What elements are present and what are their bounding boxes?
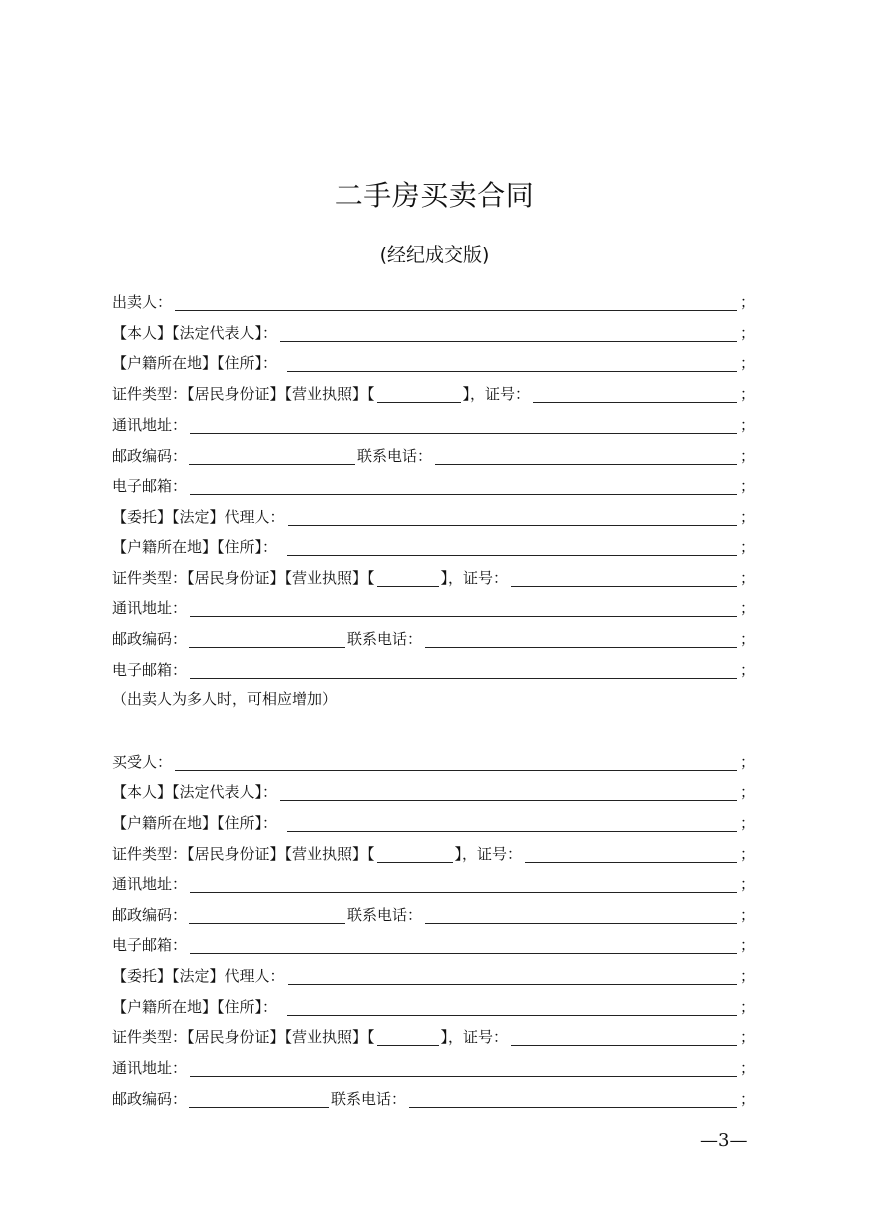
buyer-agent-id-no-label: 】，证号：	[440, 1028, 509, 1046]
seller-residence-row	[112, 351, 756, 373]
seller-rep-label: 【本人】【法定代表人】：	[112, 324, 278, 342]
buyer-residence-label: 【户籍所在地】【住所】：	[112, 814, 278, 832]
buyer-postcode-field[interactable]	[189, 906, 345, 924]
buyer-email-field[interactable]	[190, 936, 737, 954]
semicolon: ；	[740, 416, 756, 434]
buyer-id-type-label: 证件类型：【居民身份证】【营业执照】【	[112, 845, 375, 863]
buyer-phone-field[interactable]	[425, 906, 737, 924]
seller-agent-address-row	[112, 596, 756, 618]
buyer-email-row	[112, 933, 756, 955]
buyer-address-row	[112, 872, 756, 894]
seller-address-field[interactable]	[190, 416, 737, 434]
seller-id-no-field[interactable]	[533, 385, 737, 403]
seller-phone-field[interactable]	[435, 447, 737, 465]
buyer-address-field[interactable]	[190, 875, 737, 893]
semicolon: ；	[740, 998, 756, 1016]
semicolon: ；	[740, 936, 756, 954]
seller-agent-field[interactable]	[288, 508, 737, 526]
semicolon: ；	[740, 354, 756, 372]
semicolon: ；	[740, 538, 756, 556]
seller-agent-id-no-label: 】，证号：	[440, 569, 509, 587]
semicolon: ；	[740, 508, 756, 526]
buyer-name-row	[112, 750, 756, 772]
semicolon: ；	[740, 1028, 756, 1046]
seller-agent-postcode-label: 邮政编码：	[112, 630, 188, 648]
buyer-agent-id-type-field[interactable]	[377, 1028, 439, 1046]
seller-agent-residence-label: 【户籍所在地】【住所】：	[112, 538, 278, 556]
semicolon: ；	[740, 569, 756, 587]
seller-agent-contact-row	[112, 627, 756, 649]
buyer-agent-address-label: 通讯地址：	[112, 1059, 188, 1077]
seller-id-no-label: 】，证号：	[462, 385, 531, 403]
document-title: 二手房买卖合同	[334, 179, 535, 212]
document-subtitle: (经纪成交版)	[379, 244, 490, 266]
semicolon: ；	[740, 661, 756, 679]
buyer-agent-id-no-field[interactable]	[511, 1028, 737, 1046]
seller-rep-row	[112, 321, 756, 343]
buyer-agent-address-field[interactable]	[190, 1059, 737, 1077]
buyer-id-type-field[interactable]	[377, 845, 453, 863]
seller-residence-field[interactable]	[287, 354, 737, 372]
seller-contact-row	[112, 444, 756, 466]
seller-agent-residence-row	[112, 535, 756, 557]
semicolon: ；	[740, 1090, 756, 1108]
seller-postcode-label: 邮政编码：	[112, 447, 188, 465]
seller-email-row	[112, 474, 756, 496]
buyer-contact-row	[112, 903, 756, 925]
seller-name-field[interactable]	[175, 293, 737, 311]
seller-phone-label: 联系电话：	[357, 447, 433, 465]
seller-id-row	[112, 382, 756, 404]
buyer-agent-contact-row	[112, 1087, 756, 1109]
buyer-id-no-label: 】，证号：	[454, 845, 523, 863]
seller-agent-email-field[interactable]	[190, 661, 737, 679]
buyer-residence-field[interactable]	[287, 814, 737, 832]
semicolon: ；	[740, 447, 756, 465]
buyer-address-label: 通讯地址：	[112, 875, 188, 893]
seller-agent-id-no-field[interactable]	[511, 569, 737, 587]
seller-agent-id-type-label: 证件类型：【居民身份证】【营业执照】【	[112, 569, 375, 587]
seller-agent-label: 【委托】【法定】代理人：	[112, 508, 285, 526]
semicolon: ；	[740, 783, 756, 801]
buyer-agent-residence-label: 【户籍所在地】【住所】：	[112, 998, 278, 1016]
seller-agent-address-label: 通讯地址：	[112, 599, 188, 617]
seller-name-row	[112, 290, 756, 312]
buyer-agent-phone-field[interactable]	[409, 1090, 737, 1108]
buyer-agent-postcode-label: 邮政编码：	[112, 1090, 188, 1108]
seller-id-type-field[interactable]	[377, 385, 461, 403]
multiple-sellers-note: （出卖人为多人时，可相应增加）	[112, 690, 338, 708]
buyer-agent-id-type-label: 证件类型：【居民身份证】【营业执照】【	[112, 1028, 375, 1046]
buyer-agent-address-row	[112, 1056, 756, 1078]
buyer-agent-residence-field[interactable]	[287, 998, 737, 1016]
seller-residence-label: 【户籍所在地】【住所】：	[112, 354, 278, 372]
seller-agent-id-row	[112, 566, 756, 588]
seller-name-label: 出卖人：	[112, 293, 173, 311]
seller-agent-row	[112, 505, 756, 527]
buyer-agent-phone-label: 联系电话：	[331, 1090, 407, 1108]
seller-agent-postcode-field[interactable]	[189, 630, 345, 648]
buyer-agent-row	[112, 964, 756, 986]
seller-address-row	[112, 413, 756, 435]
semicolon: ；	[740, 845, 756, 863]
semicolon: ；	[740, 967, 756, 985]
seller-agent-email-row	[112, 658, 756, 680]
buyer-rep-field[interactable]	[280, 783, 737, 801]
buyer-name-field[interactable]	[175, 753, 737, 771]
buyer-agent-id-row	[112, 1025, 756, 1047]
buyer-residence-row	[112, 811, 756, 833]
semicolon: ；	[740, 753, 756, 771]
semicolon: ；	[740, 875, 756, 893]
seller-address-label: 通讯地址：	[112, 416, 188, 434]
buyer-agent-postcode-field[interactable]	[189, 1090, 329, 1108]
buyer-name-label: 买受人：	[112, 753, 173, 771]
page-number: —3—	[700, 1130, 748, 1151]
buyer-agent-residence-row	[112, 995, 756, 1017]
buyer-email-label: 电子邮箱：	[112, 936, 188, 954]
semicolon: ；	[740, 324, 756, 342]
buyer-rep-row	[112, 780, 756, 802]
semicolon: ；	[740, 385, 756, 403]
semicolon: ；	[740, 477, 756, 495]
seller-agent-phone-field[interactable]	[425, 630, 737, 648]
seller-agent-email-label: 电子邮箱：	[112, 661, 188, 679]
seller-email-field[interactable]	[190, 477, 737, 495]
buyer-postcode-label: 邮政编码：	[112, 906, 188, 924]
semicolon: ；	[740, 293, 756, 311]
seller-postcode-field[interactable]	[189, 447, 355, 465]
seller-agent-id-type-field[interactable]	[377, 569, 439, 587]
buyer-rep-label: 【本人】【法定代表人】：	[112, 783, 278, 801]
seller-agent-address-field[interactable]	[190, 599, 737, 617]
seller-id-type-label: 证件类型：【居民身份证】【营业执照】【	[112, 385, 375, 403]
semicolon: ；	[740, 1059, 756, 1077]
buyer-agent-field[interactable]	[288, 967, 737, 985]
semicolon: ；	[740, 630, 756, 648]
seller-email-label: 电子邮箱：	[112, 477, 188, 495]
buyer-id-row	[112, 842, 756, 864]
buyer-phone-label: 联系电话：	[347, 906, 423, 924]
buyer-id-no-field[interactable]	[525, 845, 737, 863]
semicolon: ；	[740, 814, 756, 832]
seller-agent-residence-field[interactable]	[287, 538, 737, 556]
semicolon: ；	[740, 906, 756, 924]
semicolon: ；	[740, 599, 756, 617]
buyer-agent-label: 【委托】【法定】代理人：	[112, 967, 285, 985]
seller-agent-phone-label: 联系电话：	[347, 630, 423, 648]
seller-rep-field[interactable]	[280, 324, 737, 342]
